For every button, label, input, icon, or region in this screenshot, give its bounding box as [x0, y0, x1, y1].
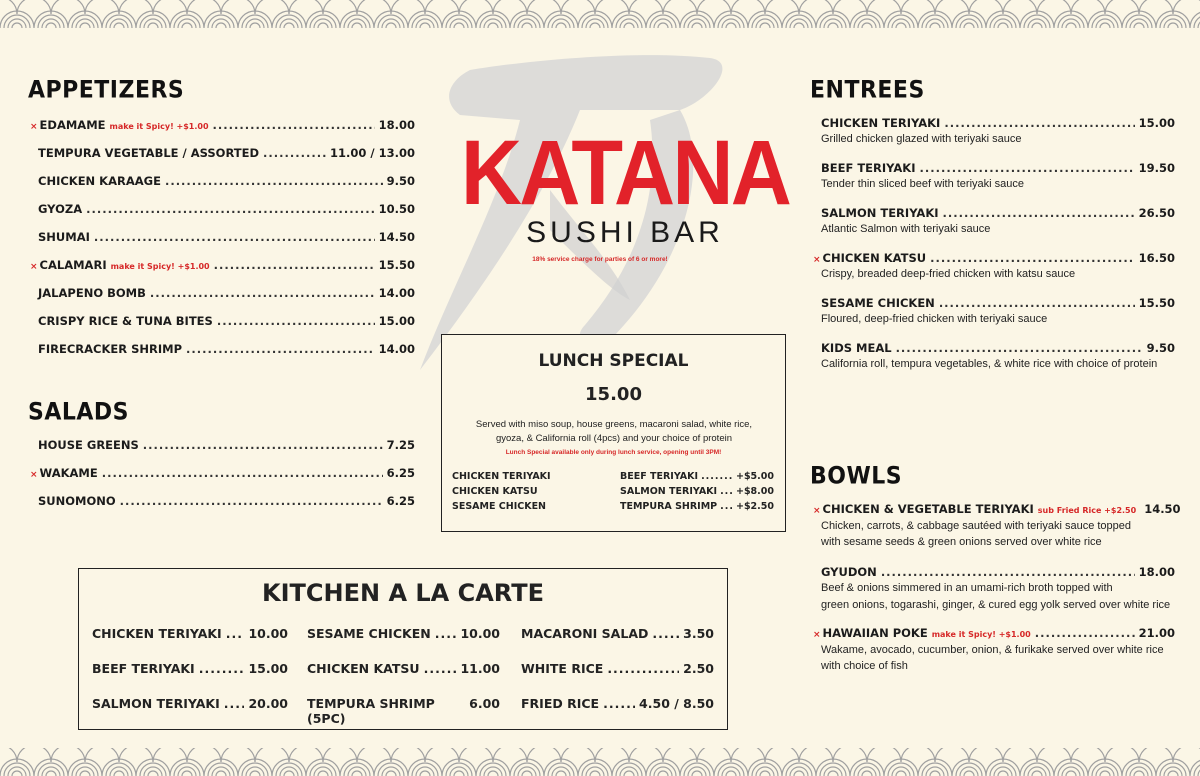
item-note: sub Fried Rice +$2.50 [1037, 506, 1137, 515]
spicy-marker-icon: × [813, 506, 821, 516]
menu-item [821, 296, 1175, 310]
item-price: 16.50 [1138, 251, 1175, 265]
lunch-special-price: 15.00 [585, 384, 642, 405]
leader-dots [143, 438, 383, 452]
item-name: SHUMAI [38, 230, 90, 244]
item-description: green onions, togarashi, ginger, & cured egg yolk served over white rice [821, 599, 1171, 611]
leader-dots [263, 146, 326, 160]
item-note: make it Spicy! +$1.00 [931, 630, 1031, 639]
salads-heading: SALADS [28, 399, 130, 426]
brand-subtitle: SUSHI BAR [526, 216, 724, 249]
leader-dots [701, 471, 733, 482]
menu-item [821, 116, 1175, 130]
item-name: CHICKEN TERIYAKI [92, 626, 222, 641]
item-price: 15.50 [378, 258, 415, 272]
leader-dots [150, 286, 375, 300]
leader-dots [217, 314, 375, 328]
leader-dots [939, 296, 1135, 310]
leader-dots [896, 341, 1143, 355]
menu-item [521, 626, 714, 641]
leader-dots [435, 626, 457, 641]
item-name: JALAPENO BOMB [38, 286, 146, 300]
wave-pattern-bottom [0, 748, 1200, 776]
menu-item [521, 696, 714, 711]
item-description: California roll, tempura vegetables, & white rice with choice of protein [821, 358, 1158, 370]
item-name: EDAMAME [39, 118, 106, 132]
menu-item [307, 661, 500, 676]
menu-item [38, 202, 415, 216]
lunch-special-box [441, 334, 786, 532]
lunch-option-name: BEEF TERIYAKI [620, 471, 699, 482]
item-price: 7.25 [386, 438, 415, 452]
item-description: Tender thin sliced beef with teriyaki sauce [821, 178, 1024, 190]
item-name: CALAMARI [39, 258, 107, 272]
item-name: TEMPURA VEGETABLE / ASSORTED [38, 146, 260, 160]
menu-item [821, 565, 1175, 579]
item-name: SESAME CHICKEN [307, 626, 431, 641]
item-price: 10.50 [378, 202, 415, 216]
leader-dots [1035, 626, 1135, 640]
lunch-option [620, 471, 774, 482]
item-price: 3.50 [683, 626, 714, 641]
menu-item [92, 626, 288, 641]
item-price: 15.50 [1138, 296, 1175, 310]
spicy-marker-icon: × [30, 122, 38, 132]
lunch-option-price: +$5.00 [735, 471, 774, 482]
item-price: 2.50 [683, 661, 714, 676]
menu-item [30, 118, 415, 132]
menu-item [813, 251, 1175, 265]
leader-dots [920, 161, 1135, 175]
lunch-option-price: +$2.50 [735, 501, 774, 512]
leader-dots [94, 230, 375, 244]
leader-dots [603, 696, 635, 711]
lunch-option-price: +$8.00 [735, 486, 774, 497]
item-description: Crispy, breaded deep-fried chicken with katsu sauce [821, 268, 1076, 280]
brand-name: KATANA [460, 122, 790, 224]
item-name: BEEF TERIYAKI [92, 661, 195, 676]
entrees-heading: ENTREES [810, 77, 925, 104]
a-la-carte-box [78, 568, 728, 730]
leader-dots [214, 258, 375, 272]
item-description: Beef & onions simmered in an umami-rich broth topped with [821, 582, 1113, 594]
leader-dots [944, 116, 1134, 130]
item-name: SALMON TERIYAKI [92, 696, 220, 711]
menu-item [821, 341, 1175, 355]
leader-dots [607, 661, 679, 676]
item-price: 21.00 [1138, 626, 1175, 640]
menu-item [30, 466, 415, 480]
item-price: 9.50 [1146, 341, 1175, 355]
leader-dots [720, 486, 733, 497]
item-name: CHICKEN KATSU [822, 251, 927, 265]
menu-item [38, 230, 415, 244]
menu-item [38, 174, 415, 188]
item-name: SUNOMONO [38, 494, 116, 508]
item-price: 10.00 [460, 626, 500, 641]
leader-dots [186, 342, 375, 356]
item-name: WAKAME [39, 466, 98, 480]
item-name: TEMPURA SHRIMP (5PC) [307, 696, 435, 726]
item-price: 14.00 [378, 286, 415, 300]
item-name: CHICKEN TERIYAKI [821, 116, 941, 130]
item-name: HAWAIIAN POKE [822, 626, 928, 640]
menu-item [821, 161, 1175, 175]
lunch-option: SESAME CHICKEN [452, 501, 547, 512]
leader-dots [652, 626, 679, 641]
item-note: make it Spicy! +$1.00 [110, 262, 210, 271]
spicy-marker-icon: × [30, 470, 38, 480]
item-description: with choice of fish [821, 660, 908, 672]
item-price: 14.00 [378, 342, 415, 356]
leader-dots [720, 501, 733, 512]
item-name: KIDS MEAL [821, 341, 892, 355]
item-price: 14.50 [1144, 502, 1181, 516]
item-price: 18.00 [1138, 565, 1175, 579]
lunch-option: CHICKEN KATSU [452, 486, 538, 497]
item-description: Chicken, carrots, & cabbage sautéed with teriyaki sauce topped [821, 520, 1132, 532]
menu-item [307, 696, 500, 726]
item-description: with sesame seeds & green onions served over white rice [821, 536, 1102, 548]
spicy-marker-icon: × [813, 630, 821, 640]
leader-dots [86, 202, 374, 216]
menu-item [38, 494, 415, 508]
menu-item [38, 146, 415, 160]
item-name: FIRECRACKER SHRIMP [38, 342, 183, 356]
item-name: CHICKEN & VEGETABLE TERIYAKI [822, 502, 1034, 516]
leader-dots [165, 174, 383, 188]
leader-dots [120, 494, 383, 508]
item-price: 19.50 [1138, 161, 1175, 175]
menu-item [30, 258, 415, 272]
item-price: 26.50 [1138, 206, 1175, 220]
item-name: CHICKEN KARAAGE [38, 174, 161, 188]
item-name: GYUDON [821, 565, 877, 579]
menu-item [38, 438, 415, 452]
item-description: Floured, deep-fried chicken with teriyaki sauce [821, 313, 1048, 325]
appetizers-heading: APPETIZERS [28, 77, 185, 104]
leader-dots [424, 661, 457, 676]
lunch-option [620, 501, 774, 512]
item-price: 11.00 [460, 661, 500, 676]
leader-dots [881, 565, 1135, 579]
leader-dots [213, 118, 375, 132]
item-price: 14.50 [378, 230, 415, 244]
item-name: GYOZA [38, 202, 83, 216]
item-price: 15.00 [378, 314, 415, 328]
menu-item [92, 661, 288, 676]
item-price: 6.25 [386, 494, 415, 508]
leader-dots [199, 661, 245, 676]
wave-pattern-top [0, 0, 1200, 28]
item-price: 15.00 [248, 661, 288, 676]
item-description: Atlantic Salmon with teriyaki sauce [821, 223, 991, 235]
item-price: 6.00 [469, 696, 500, 711]
menu-item [38, 286, 415, 300]
leader-dots [102, 466, 383, 480]
item-price: 9.50 [386, 174, 415, 188]
menu-item [813, 502, 1181, 516]
item-name: MACARONI SALAD [521, 626, 649, 641]
item-name: FRIED RICE [521, 696, 600, 711]
service-charge-note: 18% service charge for parties of 6 or more! [532, 256, 668, 263]
lunch-option [620, 486, 774, 497]
lunch-option-name: SALMON TERIYAKI [620, 486, 718, 497]
leader-dots [226, 626, 245, 641]
menu-item [521, 661, 714, 676]
lunch-option-name: TEMPURA SHRIMP [620, 501, 718, 512]
spicy-marker-icon: × [813, 255, 821, 265]
item-price: 6.25 [386, 466, 415, 480]
item-price: 15.00 [1138, 116, 1175, 130]
item-name: BEEF TERIYAKI [821, 161, 916, 175]
lunch-special-title: LUNCH SPECIAL [538, 351, 689, 371]
item-price: 20.00 [248, 696, 288, 711]
menu-item [38, 314, 415, 328]
item-note: make it Spicy! +$1.00 [109, 122, 209, 131]
item-description: Grilled chicken glazed with teriyaki sauce [821, 133, 1022, 145]
item-name: SESAME CHICKEN [821, 296, 935, 310]
item-price: 10.00 [248, 626, 288, 641]
item-description: Wakame, avocado, cucumber, onion, & furikake served over white rice [821, 644, 1164, 656]
lunch-option: CHICKEN TERIYAKI [452, 471, 551, 482]
leader-dots [943, 206, 1135, 220]
bowls-heading: BOWLS [810, 463, 903, 490]
menu-item [38, 342, 415, 356]
leader-dots [224, 696, 245, 711]
item-price: 4.50 / 8.50 [639, 696, 714, 711]
item-name: SALMON TERIYAKI [821, 206, 939, 220]
a-la-carte-title: KITCHEN A LA CARTE [262, 579, 544, 607]
item-name: WHITE RICE [521, 661, 604, 676]
menu-item [307, 626, 500, 641]
lunch-special-note: Lunch Special available only during lunch service, opening until 3PM! [505, 449, 722, 456]
item-price: 11.00 / 13.00 [330, 146, 415, 160]
item-name: HOUSE GREENS [38, 438, 139, 452]
menu-item [821, 206, 1175, 220]
leader-dots [930, 251, 1135, 265]
item-price: 18.00 [378, 118, 415, 132]
menu-item [92, 696, 288, 711]
lunch-special-description: Served with miso soup, house greens, macaroni salad, white rice, gyoza, & California roll (4pcs) and your choice of protein [475, 419, 753, 444]
item-name: CHICKEN KATSU [307, 661, 420, 676]
menu-item [813, 626, 1175, 640]
item-name: CRISPY RICE & TUNA BITES [38, 314, 213, 328]
spicy-marker-icon: × [30, 262, 38, 272]
